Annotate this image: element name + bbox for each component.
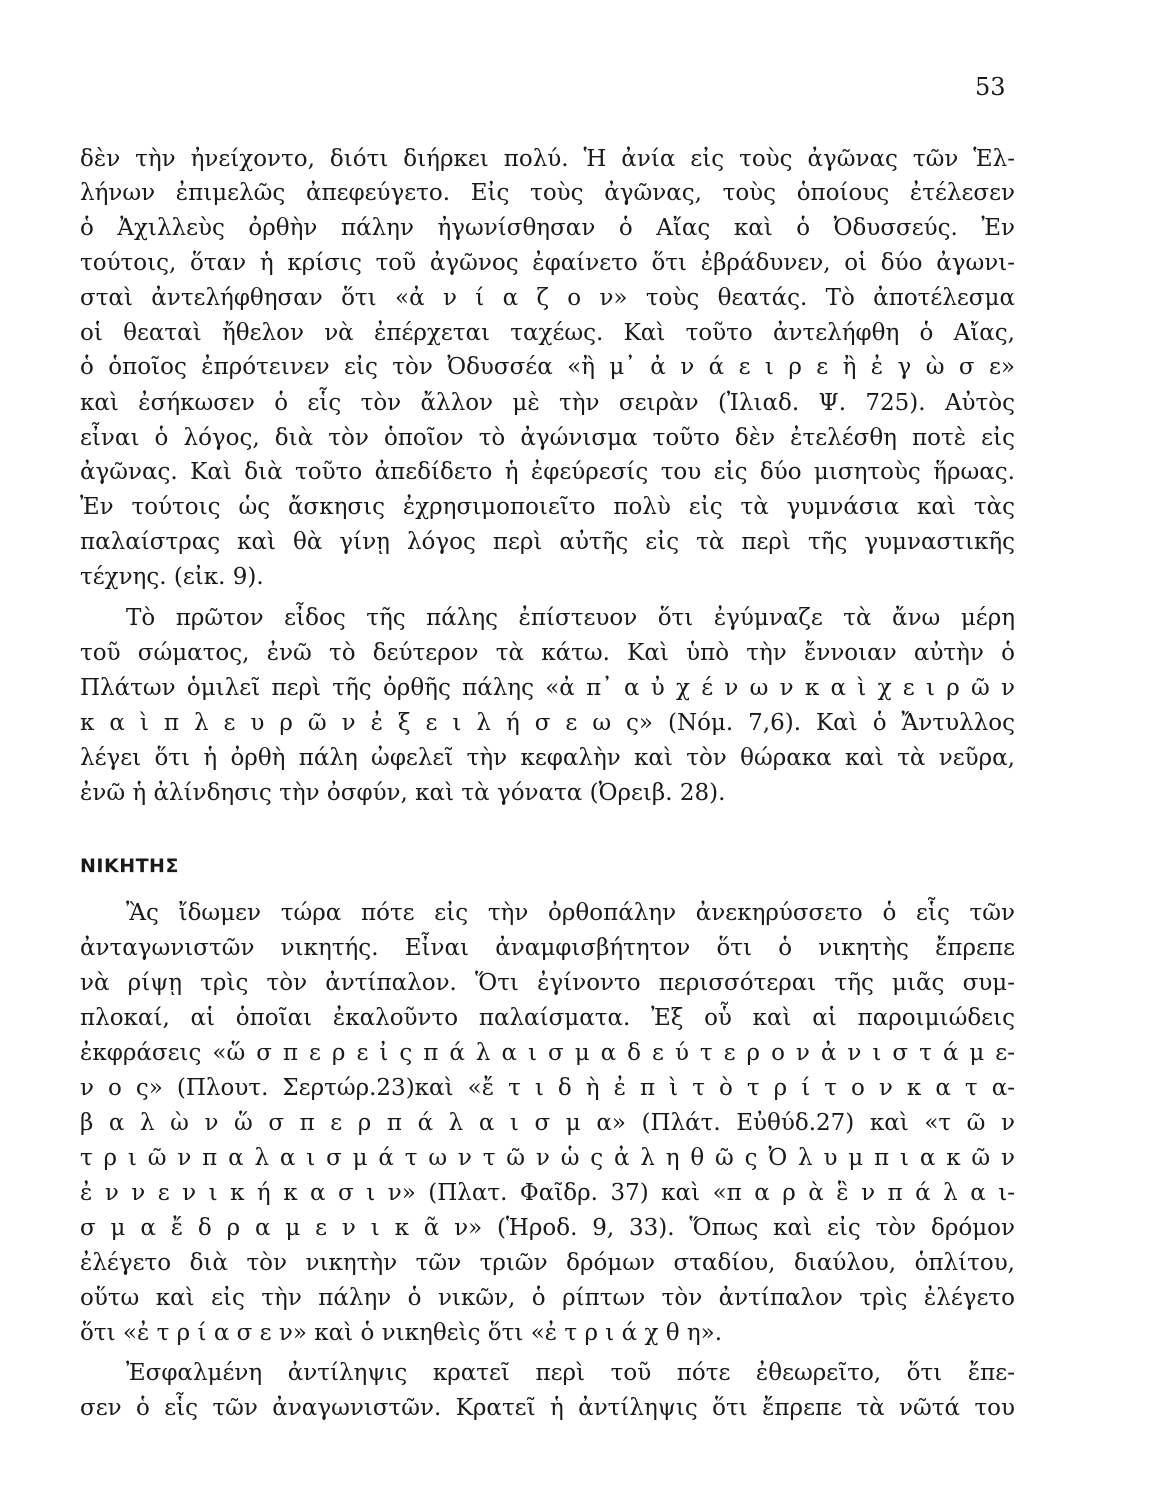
text-line: ἀγῶνας. Καὶ διὰ τοῦτο ἀπεδίδετο ἡ ἐφεύρεσίς του εἰς δύο μισητοὺς ἥρωας. xyxy=(80,459,1015,485)
text-line: λήνων ἐπιμελῶς ἀπεφεύγετο. Εἰς τοὺς ἀγῶνας, τοὺς ὁποίους ἐτέλεσεν xyxy=(80,180,1015,206)
text-line: σ μ α ἔ δ ρ α μ ε ν ι κ ᾶ ν» (Ἡροδ. 9, 33). Ὅπως καὶ εἰς τὸν δρόμον xyxy=(80,1215,1015,1241)
text-line: δὲν τὴν ἠνείχοντο, διότι διήρκει πολύ. Ἡ ἀνία εἰς τοὺς ἀγῶνας τῶν Ἑλ- xyxy=(80,146,1015,172)
page-number: 53 xyxy=(975,73,1006,101)
section-heading: ΝΙΚΗΤΗΣ xyxy=(80,855,179,877)
text-line: σταὶ ἀντελήφθησαν ὅτι «ἀ ν ί α ζ ο ν» τοὺς θεατάς. Τὸ ἀποτέλεσμα xyxy=(80,285,1015,311)
text-line: πλοκαί, αἱ ὁποῖαι ἐκαλοῦντο παλαίσματα. Ἐξ οὗ καὶ αἱ παροιμιώδεις xyxy=(80,1005,1015,1031)
text-line: Ἐσφαλμένη ἀντίληψις κρατεῖ περὶ τοῦ πότε ἐθεωρεῖτο, ὅτι ἔπε- xyxy=(126,1360,1015,1386)
text-line: Ἂς ἴδωμεν τώρα πότε εἰς τὴν ὀρθοπάλην ἀνεκηρύσσετο ὁ εἷς τῶν xyxy=(126,900,1015,926)
text-line: καὶ ἐσήκωσεν ὁ εἷς τὸν ἄλλον μὲ τὴν σειρὰν (Ἰλιαδ. Ψ. 725). Αὐτὸς xyxy=(80,390,1015,416)
text-line: οἱ θεαταὶ ἤθελον νὰ ἐπέρχεται ταχέως. Καὶ τοῦτο ἀντελήφθη ὁ Αἴας, xyxy=(80,320,1015,346)
text-line: ἐκφράσεις «ὥ σ π ε ρ ε ἰ ς π ά λ α ι σ μ α δ ε ύ τ ε ρ ο ν ἀ ν ι σ τ ά μ ε- xyxy=(80,1040,1015,1066)
text-line: ὁ Ἀχιλλεὺς ὀρθὴν πάλην ἠγωνίσθησαν ὁ Αἴας καὶ ὁ Ὀδυσσεύς. Ἐν xyxy=(80,215,1015,241)
text-line: τέχνης. (εἰκ. 9). xyxy=(80,564,264,590)
text-line: κ α ὶ π λ ε υ ρ ῶ ν ἐ ξ ε ι λ ή σ ε ω ς» (Νόμ. 7,6). Καὶ ὁ Ἄντυλλος xyxy=(80,710,1015,736)
text-line: λέγει ὅτι ἡ ὀρθὴ πάλη ὠφελεῖ τὴν κεφαλὴν καὶ τὸν θώρακα καὶ τὰ νεῦρα, xyxy=(80,745,1015,771)
text-line: ἐλέγετο διὰ τὸν νικητὴν τῶν τριῶν δρόμων σταδίου, διαύλου, ὁπλίτου, xyxy=(80,1250,1015,1276)
text-line: ν ο ς» (Πλουτ. Σερτώρ.23)καὶ «ἔ τ ι δ ὴ ἐ π ὶ τ ὸ τ ρ ί τ ο ν κ α τ α- xyxy=(80,1075,1015,1101)
text-line: ὁ ὁποῖος ἐπρότεινεν εἰς τὸν Ὀδυσσέα «ἢ μ᾿ ἀ ν ά ε ι ρ ε ἢ ἐ γ ὼ σ ε» xyxy=(80,354,1015,380)
text-line: Ἐν τούτοις ὡς ἄσκησις ἐχρησιμοποιεῖτο πολὺ εἰς τὰ γυμνάσια καὶ τὰς xyxy=(80,494,1015,520)
text-line: Τὸ πρῶτον εἶδος τῆς πάλης ἐπίστευον ὅτι ἐγύμναζε τὰ ἄνω μέρη xyxy=(126,605,1015,631)
text-line: νὰ ρίψῃ τρὶς τὸν ἀντίπαλον. Ὅτι ἐγίνοντο περισσότεραι τῆς μιᾶς συμ- xyxy=(80,970,1015,996)
text-line: σεν ὁ εἷς τῶν ἀναγωνιστῶν. Κρατεῖ ἡ ἀντίληψις ὅτι ἔπρεπε τὰ νῶτά του xyxy=(80,1395,1015,1421)
text-line: Πλάτων ὁμιλεῖ περὶ τῆς ὀρθῆς πάλης «ἀ π᾿ α ὐ χ έ ν ω ν κ α ὶ χ ε ι ρ ῶ ν xyxy=(80,675,1015,701)
text-line: τοῦ σώματος, ἐνῶ τὸ δεύτερον τὰ κάτω. Καὶ ὑπὸ τὴν ἔννοιαν αὐτὴν ὁ xyxy=(80,640,1015,666)
text-line: β α λ ὼ ν ὥ σ π ε ρ π ά λ α ι σ μ α» (Πλάτ. Εὐθύδ.27) καὶ «τ ῶ ν xyxy=(80,1110,1015,1136)
text-line: ἐ ν ν ε ν ι κ ή κ α σ ι ν» (Πλατ. Φαῖδρ. 37) καὶ «π α ρ ὰ ἓ ν π ά λ α ι- xyxy=(80,1180,1015,1206)
text-line: παλαίστρας καὶ θὰ γίνῃ λόγος περὶ αὐτῆς εἰς τὰ περὶ τῆς γυμναστικῆς xyxy=(80,529,1015,555)
text-line: ἀνταγωνιστῶν νικητής. Εἶναι ἀναμφισβήτητον ὅτι ὁ νικητὴς ἔπρεπε xyxy=(80,935,1015,961)
text-line: εἶναι ὁ λόγος, διὰ τὸν ὁποῖον τὸ ἀγώνισμα τοῦτο δὲν ἐτελέσθη ποτὲ εἰς xyxy=(80,425,1015,451)
text-line: ὅτι «ἐ τ ρ ί α σ ε ν» καὶ ὁ νικηθεὶς ὅτι «ἐ τ ρ ι ά χ θ η». xyxy=(80,1320,723,1346)
text-line: οὕτω καὶ εἰς τὴν πάλην ὁ νικῶν, ὁ ρίπτων τὸν ἀντίπαλον τρὶς ἐλέγετο xyxy=(80,1285,1015,1311)
text-line: τ ρ ι ῶ ν π α λ α ι σ μ ά τ ω ν τ ῶ ν ὡ ς ἀ λ η θ ῶ ς Ὀ λ υ μ π ι α κ ῶ ν xyxy=(80,1145,1015,1171)
text-line: τούτοις, ὅταν ἡ κρίσις τοῦ ἀγῶνος ἐφαίνετο ὅτι ἐβράδυνεν, οἱ δύο ἀγωνι- xyxy=(80,250,1015,276)
text-line: ἐνῶ ἡ ἀλίνδησις τὴν ὀσφύν, καὶ τὰ γόνατα (Ὀρειβ. 28). xyxy=(80,780,726,806)
